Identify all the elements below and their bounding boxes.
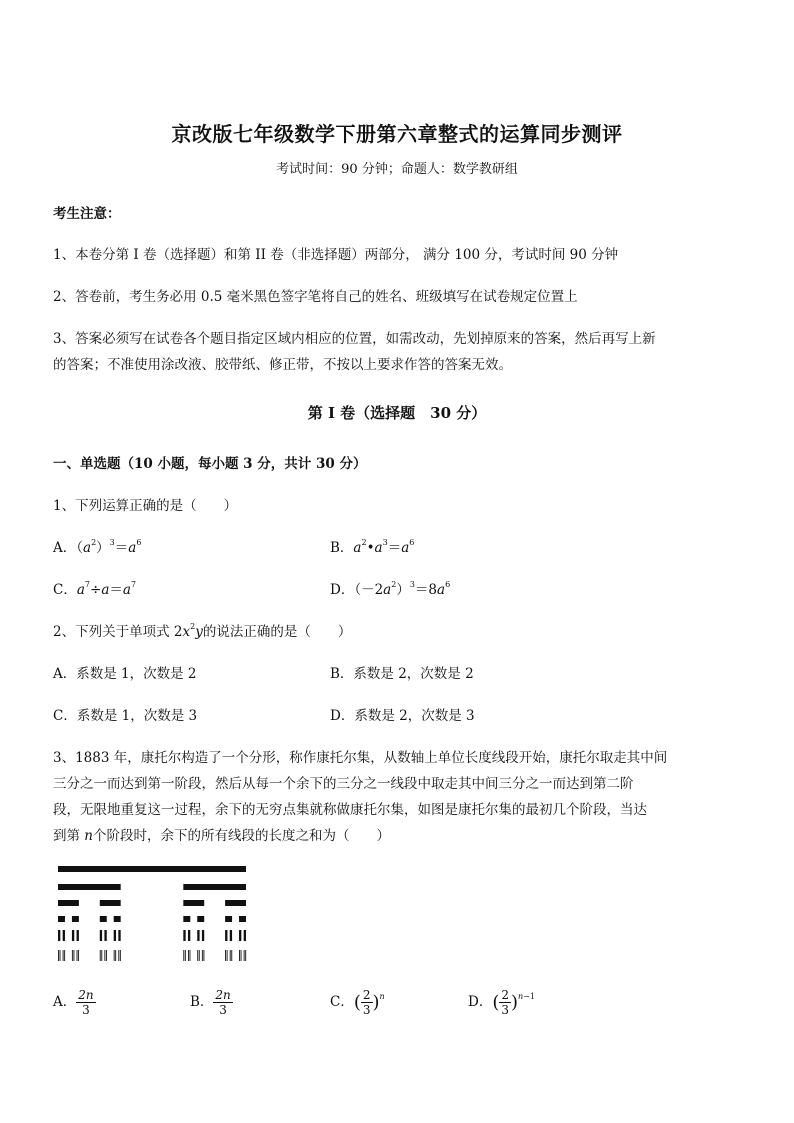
cantor-segment — [227, 950, 228, 961]
cantor-segment — [197, 950, 198, 961]
section-title: 一、单选题（10 小题，每小题 3 分，共计 30 分） — [53, 456, 367, 472]
cantor-segment — [60, 950, 61, 961]
cantor-segment — [231, 950, 232, 961]
question-3-stem: 段，无限地重复这一过程，余下的无穷点集就称做康托尔集，如图是康托尔集的最初几个阶段，当达 — [53, 802, 647, 818]
cantor-segment — [230, 950, 231, 961]
question-3-stem: 3、1883 年，康托尔构造了一个分形，称作康托尔集，从数轴上单位长度线段开始，康托尔取走其中间 — [53, 750, 668, 766]
cantor-segment — [63, 950, 64, 961]
q3-option-b[interactable]: B． $\frac{2n}{3}$ — [190, 988, 231, 1017]
cantor-segment — [183, 930, 185, 941]
cantor-segment — [100, 916, 107, 922]
cantor-segment — [225, 930, 227, 941]
cantor-segment — [72, 930, 74, 941]
cantor-segment — [202, 950, 203, 961]
notice-item: 的答案；不准使用涂改液、胶带纸、修正带，不按以上要求作答的答案无效。 — [53, 357, 512, 373]
q3-option-c[interactable]: C．( $\frac{2}{3}$ )$^n$ — [330, 988, 385, 1017]
q2-option-c[interactable]: C．系数是 1，次数是 3 — [53, 708, 198, 724]
cantor-segment — [203, 950, 204, 961]
cantor-segment — [114, 950, 115, 961]
notice-heading: 考生注意： — [53, 206, 121, 222]
cantor-segment — [239, 950, 240, 961]
cantor-segment — [58, 866, 246, 872]
cantor-segment — [183, 916, 190, 922]
cantor-segment — [100, 950, 101, 961]
notice-item: 3、答案必须写在试卷各个题目指定区域内相应的位置，如需改动，先划掉原来的答案，然后再写上新 — [53, 331, 656, 347]
cantor-segment — [106, 950, 107, 961]
cantor-segment — [78, 950, 79, 961]
cantor-segment — [104, 950, 105, 961]
question-1-stem: 1、下列运算正确的是（ ） — [53, 498, 238, 514]
cantor-segment — [199, 950, 200, 961]
cantor-segment — [183, 950, 184, 961]
exam-subtitle: 考试时间：90 分钟；命题人：数学教研组 — [276, 162, 518, 177]
cantor-segment — [64, 950, 65, 961]
cantor-segment — [188, 930, 190, 941]
cantor-segment — [244, 950, 245, 961]
q2-option-b[interactable]: B．系数是 2，次数是 2 — [330, 666, 474, 682]
cantor-segment — [197, 916, 204, 922]
cantor-segment — [190, 950, 191, 961]
cantor-segment — [58, 900, 79, 906]
page-title: 京改版七年级数学下册第六章整式的运算同步测评 — [171, 122, 623, 146]
cantor-set-figure — [56, 864, 248, 964]
cantor-segment — [188, 950, 189, 961]
cantor-segment — [63, 930, 65, 941]
q2-option-d[interactable]: D．系数是 2，次数是 3 — [330, 708, 475, 724]
cantor-segment — [72, 916, 79, 922]
q1-option-c[interactable]: C．$a^7\div a=a^7$ — [53, 580, 137, 598]
part-title: 第 I 卷（选择题 30 分） — [307, 404, 487, 422]
q2-option-a[interactable]: A．系数是 1，次数是 2 — [53, 666, 197, 682]
cantor-segment — [241, 950, 242, 961]
notice-item: 1、本卷分第 I 卷（选择题）和第 II 卷（非选择题）两部分， 满分 100 分，考试时间 90 分钟 — [53, 247, 619, 263]
cantor-segment — [244, 930, 246, 941]
question-3-stem: 到第 n个阶段时，余下的所有线段的长度之和为（ ） — [53, 828, 390, 844]
cantor-segment — [202, 930, 204, 941]
cantor-segment — [114, 916, 121, 922]
cantor-segment — [183, 900, 204, 906]
cantor-segment — [73, 950, 74, 961]
cantor-segment — [230, 930, 232, 941]
q1-option-d[interactable]: D．$(-2a^2)^3=8a^6$ — [330, 580, 451, 598]
cantor-segment — [118, 930, 120, 941]
cantor-segment — [77, 950, 78, 961]
cantor-segment — [100, 930, 102, 941]
cantor-segment — [225, 916, 232, 922]
notice-item: 2、答卷前，考生务必用 0.5 毫米黑色签字笔将自己的姓名、班级填写在试卷规定位置上 — [53, 289, 578, 305]
cantor-segment — [101, 950, 102, 961]
question-3-stem: 三分之一而达到第一阶段，然后从每一个余下的三分之一线段中取走其中间三分之一而达到第二阶 — [53, 776, 634, 792]
cantor-segment — [100, 900, 121, 906]
cantor-segment — [225, 900, 246, 906]
cantor-segment — [115, 950, 116, 961]
question-2-stem: 2、下列关于单项式 $2x^2y$的说法正确的是（ ） — [53, 622, 352, 640]
cantor-segment — [58, 950, 59, 961]
q3-option-d[interactable]: D．( $\frac{2}{3}$ )$^{n-1}$ — [468, 988, 535, 1017]
cantor-segment — [245, 950, 246, 961]
cantor-segment — [58, 930, 60, 941]
cantor-segment — [183, 884, 246, 890]
cantor-segment — [114, 930, 116, 941]
cantor-segment — [58, 916, 65, 922]
cantor-segment — [185, 950, 186, 961]
cantor-segment — [118, 950, 119, 961]
cantor-segment — [77, 930, 79, 941]
q1-option-b[interactable]: B．$a^2•a^3=a^6$ — [330, 538, 415, 556]
cantor-segment — [58, 884, 121, 890]
cantor-segment — [239, 930, 241, 941]
cantor-segment — [239, 916, 246, 922]
cantor-segment — [72, 950, 73, 961]
cantor-segment — [104, 930, 106, 941]
cantor-segment — [225, 950, 226, 961]
cantor-segment — [120, 950, 121, 961]
q3-option-a[interactable]: A． $\frac{2n}{3}$ — [53, 988, 94, 1017]
q1-option-a[interactable]: A．$(a^2)^3=a^6$ — [53, 538, 142, 556]
cantor-segment — [197, 930, 199, 941]
